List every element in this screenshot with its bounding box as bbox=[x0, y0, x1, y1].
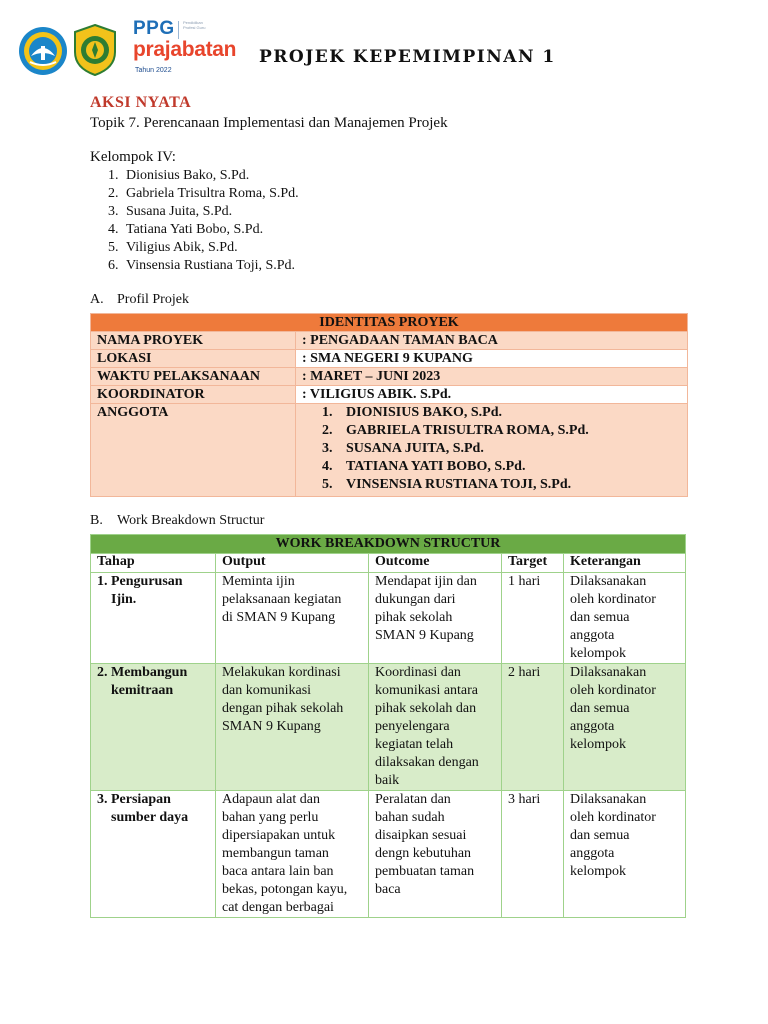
university-logo bbox=[71, 24, 119, 76]
table-row: 3. Persiapan sumber daya Adapaun alat dan bahan yang perlu dipersiapakan untuk membangun taman baca antara lain ban bekas, potongan kayu, cat dengan berbagai Peralatan dan bahan sudah disaipkan sesuai dengn kebutuhan pembuatan taman baca 3 hari Dilaksanakan oleh kordinator dan semua anggota kelompok bbox=[91, 791, 686, 918]
list-item: 5. VINSENSIA RUSTIANA TOJI, S.Pd. bbox=[322, 477, 572, 492]
list-item: 2. Gabriela Trisultra Roma, S.Pd. bbox=[108, 186, 299, 201]
table-row: LOKASI : SMA NEGERI 9 KUPANG bbox=[91, 350, 688, 368]
table-row: 1. Pengurusan Ijin. Meminta ijin pelaksanaan kegiatan di SMAN 9 Kupang Mendapat ijin dan dukungan dari pihak sekolah SMAN 9 Kupang 1 hari Dilaksanakan oleh kordinator dan semua anggota kelompok bbox=[91, 573, 686, 664]
list-item: 3. Susana Juita, S.Pd. bbox=[108, 204, 233, 219]
list-item: 2. GABRIELA TRISULTRA ROMA, S.Pd. bbox=[322, 423, 589, 438]
column-header-row bbox=[91, 554, 686, 573]
list-item: 3. SUSANA JUITA, S.Pd. bbox=[322, 441, 484, 456]
work-breakdown-table bbox=[90, 534, 686, 918]
table-row: WAKTU PELAKSANAAN : MARET – JUNI 2023 bbox=[91, 368, 688, 386]
logo-divider bbox=[178, 21, 179, 39]
topic-line: Topik 7. Perencanaan Implementasi dan Manajemen Projek bbox=[90, 115, 448, 131]
anggota-list bbox=[302, 404, 681, 494]
list-item: 4. Tatiana Yati Bobo, S.Pd. bbox=[108, 222, 264, 237]
table-header: WORK BREAKDOWN STRUCTUR bbox=[91, 535, 686, 554]
list-item: 6. Vinsensia Rustiana Toji, S.Pd. bbox=[108, 258, 296, 273]
column-header: Target bbox=[502, 554, 564, 573]
list-item: 1. DIONISIUS BAKO, S.Pd. bbox=[322, 405, 502, 420]
column-header: Tahap bbox=[91, 554, 216, 573]
column-header: Keterangan bbox=[564, 554, 686, 573]
table-row: NAMA PROYEK : PENGADAAN TAMAN BACA bbox=[91, 332, 688, 350]
table-header: IDENTITAS PROYEK bbox=[91, 314, 688, 332]
column-header: Outcome bbox=[369, 554, 502, 573]
ppg-logo-subtext: Pendidikan Profesi Guru bbox=[183, 20, 206, 30]
list-item: 5. Viligius Abik, S.Pd. bbox=[108, 240, 238, 255]
table-row: KOORDINATOR : VILIGIUS ABIK. S.Pd. bbox=[91, 386, 688, 404]
document-header bbox=[0, 0, 768, 90]
aksi-nyata-heading: AKSI NYATA bbox=[90, 94, 192, 111]
ppg-prajabatan-logo bbox=[133, 18, 253, 80]
document-title: PROJEK KEPEMIMPINAN 1 bbox=[259, 47, 556, 67]
kemendikbud-logo bbox=[18, 26, 68, 76]
section-b-heading: B. Work Breakdown Structur bbox=[90, 513, 265, 528]
column-header: Output bbox=[216, 554, 369, 573]
table-row: 2. Membangun kemitraan Melakukan kordinasi dan komunikasi dengan pihak sekolah SMAN 9 Kupang Koordinasi dan komunikasi antara pihak sekolah dan penyelengara kegiatan telah dilaksakan dengan baik 2 hari Dilaksanakan oleh kordinator dan semua anggota kelompok bbox=[91, 664, 686, 791]
list-item: 1. Dionisius Bako, S.Pd. bbox=[108, 168, 250, 183]
prajabatan-logo-text: prajabatan bbox=[133, 38, 237, 61]
logo-year-text: Tahun 2022 bbox=[135, 67, 172, 74]
table-row: ANGGOTA 1. DIONISIUS BAKO, S.Pd. 2. GABRIELA TRISULTRA ROMA, S.Pd. 3. SUSANA JUITA, S.Pd. 4. TATIANA YATI BOBO, S.Pd. 5. VINSENSIA RUSTIANA TOJI, S.Pd. bbox=[91, 404, 688, 497]
list-item: 4. TATIANA YATI BOBO, S.Pd. bbox=[322, 459, 526, 474]
project-identity-table bbox=[90, 313, 688, 497]
section-a-heading: A. Profil Projek bbox=[90, 292, 189, 307]
group-label: Kelompok IV: bbox=[90, 149, 176, 165]
ppg-logo-text: PPG bbox=[133, 18, 175, 39]
group-member-list bbox=[108, 167, 299, 275]
